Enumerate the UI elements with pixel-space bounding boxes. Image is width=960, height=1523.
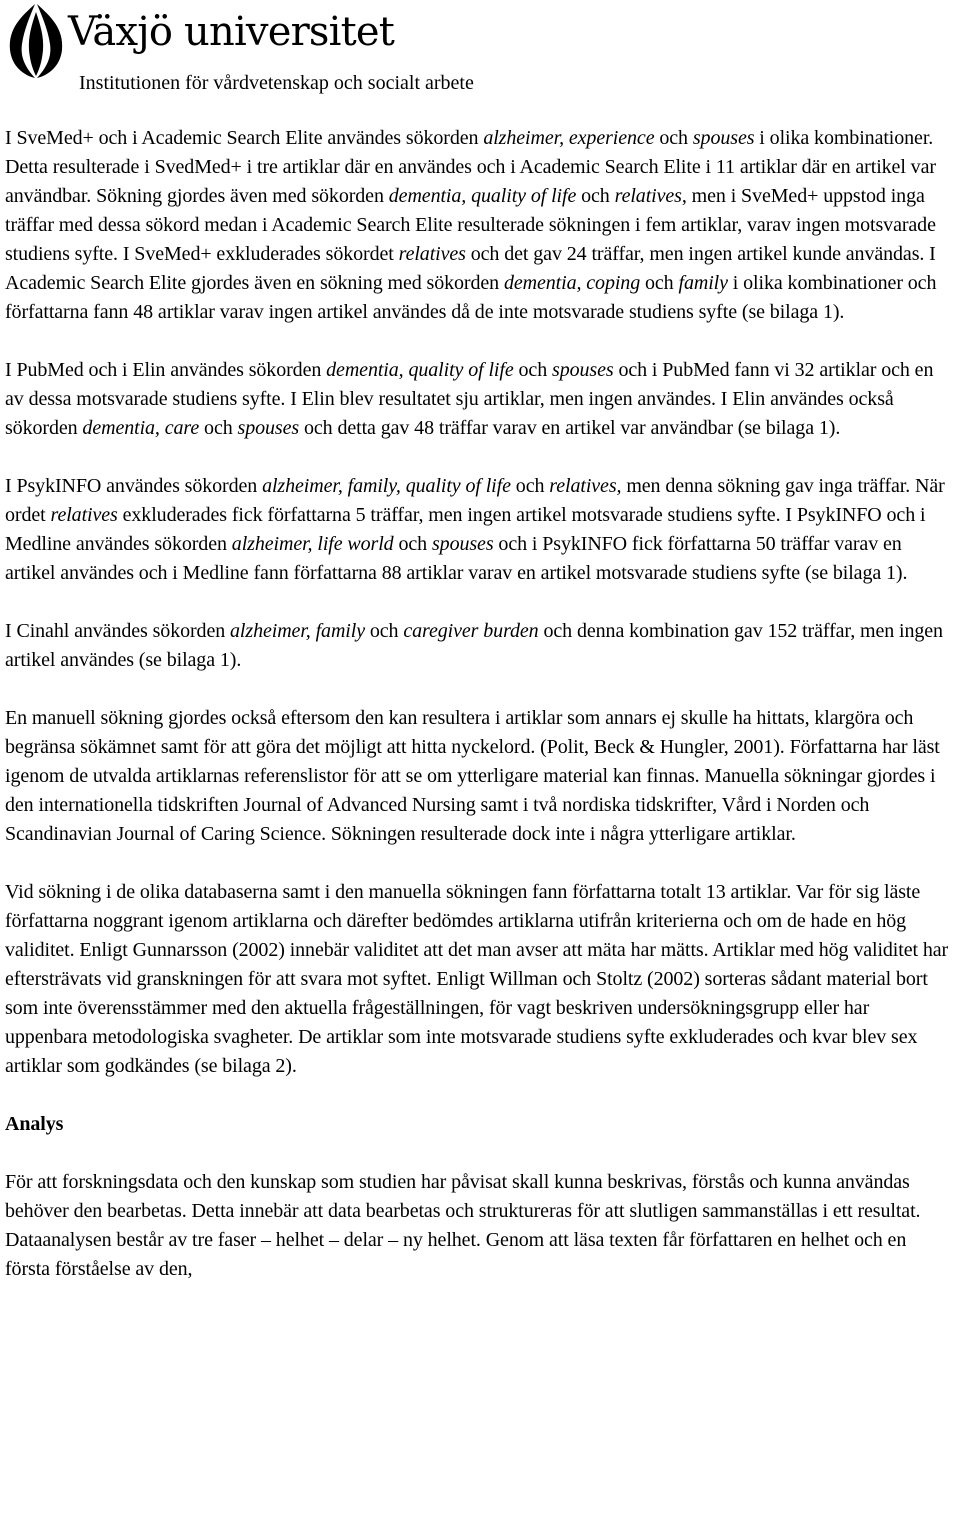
- university-name: Växjö universitet: [68, 9, 395, 55]
- paragraph-2: I PubMed och i Elin användes sökorden dementia, quality of life och spouses och i PubMed fann vi 32 artiklar och en av dessa motsvarade studiens syfte. I Elin blev resultatet sju artiklar, men ingen användes. I Elin användes också sökorden dementia, care och spouses och detta gav 48 träffar varav en artikel var användbar (se bilaga 1).: [5, 359, 934, 439]
- paragraph-3: I PsykINFO användes sökorden alzheimer, family, quality of life och relatives, men denna sökning gav inga träffar. När ordet relatives exkluderades fick författarna 5 träffar, men ingen artikel motsvarade studiens syfte. I PsykINFO och i Medline användes sökorden alzheimer, life world och spouses och i PsykINFO fick författarna 50 träffar varav en artikel användes och i Medline fann författarna 88 artiklar varav en artikel motsvarade studiens syfte (se bilaga 1).: [5, 475, 945, 584]
- section-paragraph: För att forskningsdata och den kunskap som studien har påvisat skall kunna beskrivas, förstås och kunna användas behöver den bearbetas. Detta innebär att data bearbetas och struktureras för att slutligen sammanställas i ett resultat. Dataanalysen består av tre faser – helhet – delar – ny helhet. Genom att läsa texten får författaren en helhet och en första förståelse av den,: [5, 1171, 921, 1280]
- paragraph-1: I SveMed+ och i Academic Search Elite användes sökorden alzheimer, experience och spouses i olika kombinationer. Detta resulterade i SvedMed+ i tre artiklar där en användes och i Academic Search Elite i 11 artiklar där en artikel var användbar. Sökning gjordes även med sökorden dementia, quality of life och relatives, men i SveMed+ uppstod inga träffar med dessa sökord medan i Academic Search Elite resulterade sökningen i fem artiklar, varav ingen motsvarade studiens syfte. I SveMed+ exkluderades sökordet relatives och det gav 24 träffar, men ingen artikel kunde användas. I Academic Search Elite gjordes även en sökning med sökorden dementia, coping och family i olika kombinationer och författarna fann 48 artiklar varav ingen artikel användes då de inte motsvarade studiens syfte (se bilaga 1).: [5, 127, 937, 323]
- page-header: [4, 2, 604, 97]
- paragraph-4: I Cinahl användes sökorden alzheimer, family och caregiver burden och denna kombination gav 152 träffar, men ingen artikel användes (se bilaga 1).: [5, 620, 943, 671]
- section-heading: Analys: [5, 1113, 64, 1135]
- paragraph-6: Vid sökning i de olika databaserna samt i den manuella sökningen fann författarna totalt 13 artiklar. Var för sig läste författarna noggrant igenom artiklarna och därefter bedömdes artiklarna utifrån kriterierna och om de hade en hög validitet. Enligt Gunnarsson (2002) innebär validitet att det man avser att mäta har mätts. Artiklar med hög validitet har eftersträvats vid granskningen för att svara mot syftet. Enligt Willman och Stoltz (2002) sorteras sådant material bort som inte överensstämmer med den aktuella frågeställningen, för vagt beskriven undersökningsgrupp eller har uppenbara metodologiska svagheter. De artiklar som inte motsvarade studiens syfte exkluderades och kvar blev sex artiklar som godkändes (se bilaga 2).: [5, 881, 949, 1077]
- document-body: [5, 124, 955, 1284]
- department-name: Institutionen för vårdvetenskap och socialt arbete: [79, 72, 474, 94]
- university-logo-icon: [4, 2, 68, 82]
- paragraph-5: En manuell sökning gjordes också eftersom den kan resultera i artiklar som annars ej skulle ha hittats, klargöra och begränsa sökämnet samt för att göra det möjligt att hitta nyckelord. (Polit, Beck & Hungler, 2001). Författarna har läst igenom de utvalda artiklarnas referenslistor för att se om ytterligare material kan finnas. Manuella sökningar gjordes i den internationella tidskriften Journal of Advanced Nursing samt i två nordiska tidskrifter, Vård i Norden och Scandinavian Journal of Caring Science. Sökningen resulterade dock inte i några ytterligare artiklar.: [5, 707, 940, 845]
